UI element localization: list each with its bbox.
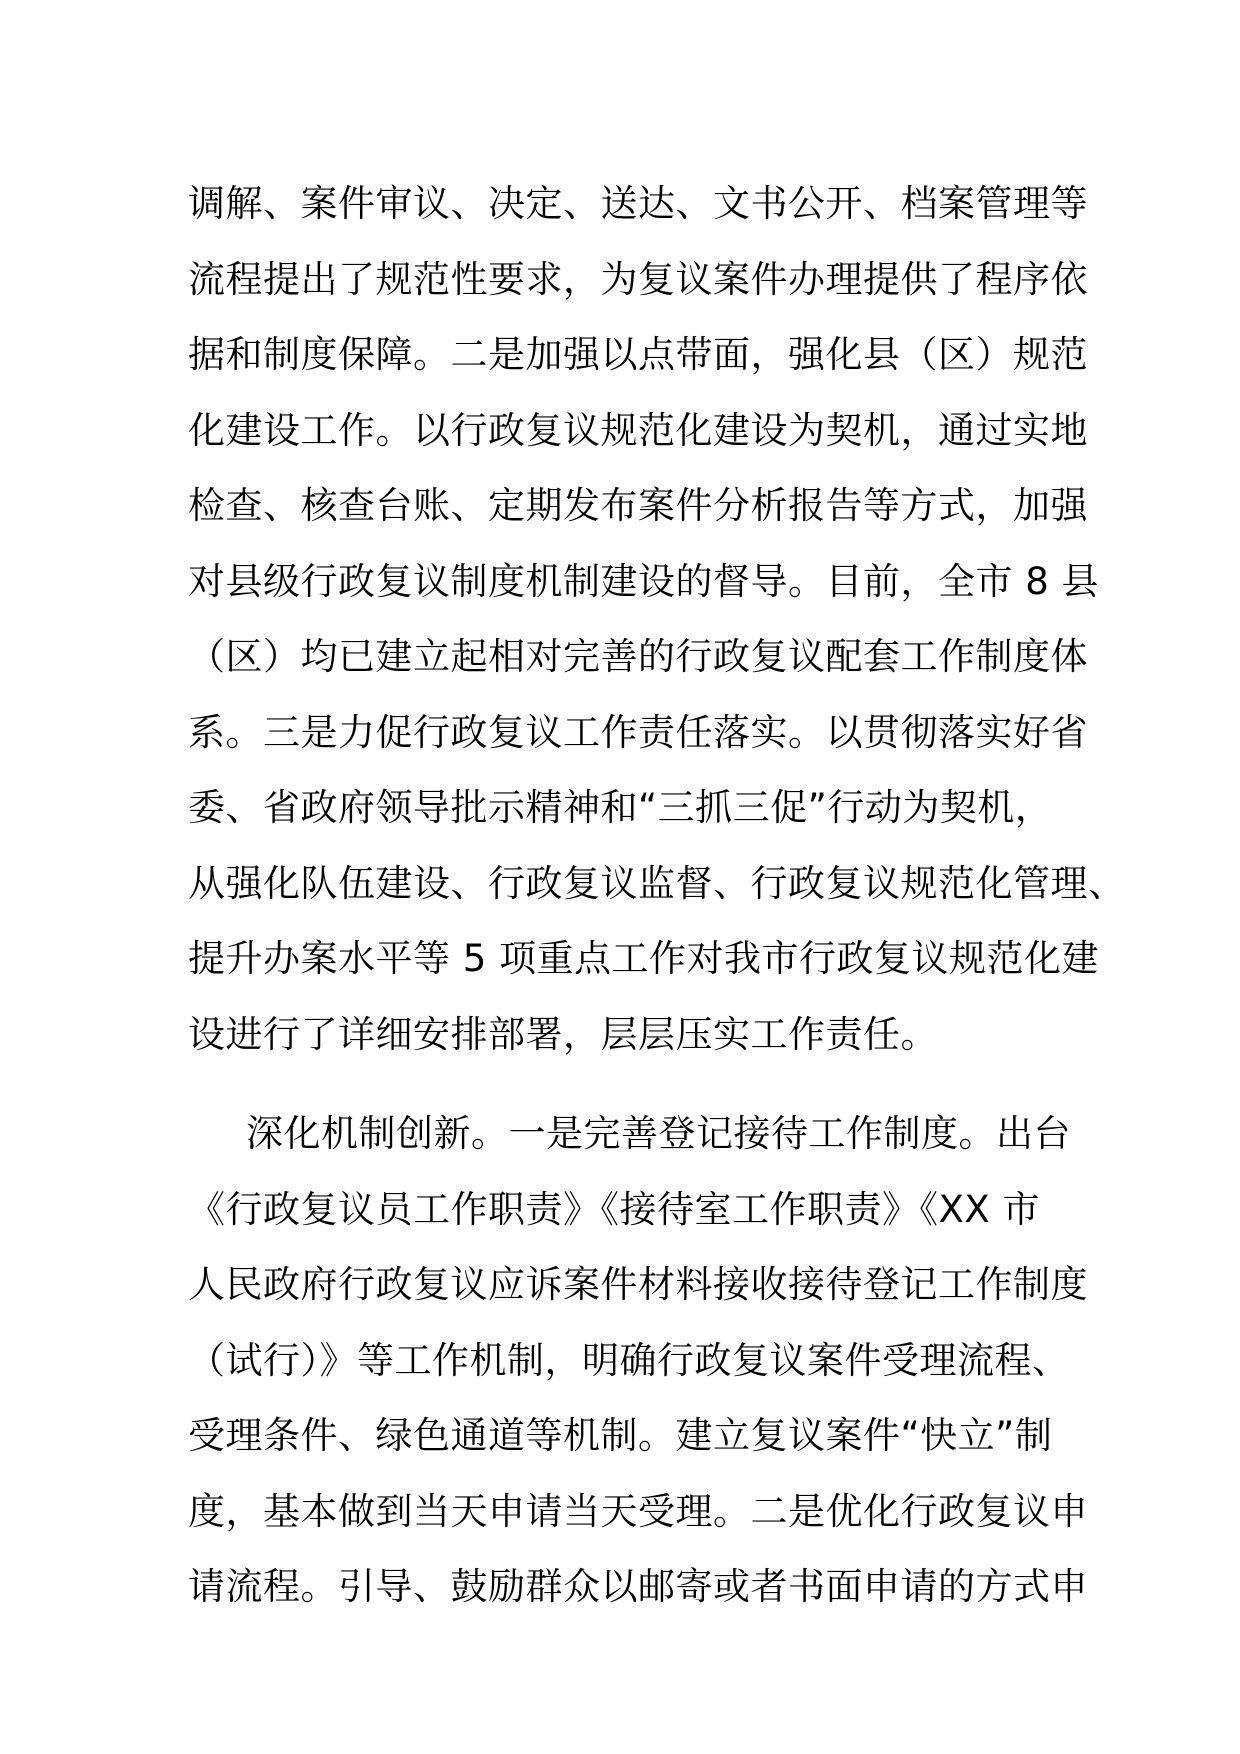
text-line: 《行政复议员工作职责》《接待室工作职责》《XX 市 [188,1187,1040,1231]
text-line: 流程提出了规范性要求，为复议案件办理提供了程序依 [188,257,1088,301]
paragraph-2 [188,1096,1088,1625]
paragraph-1 [188,166,1126,1072]
text-line: 对县级行政复议制度机制建设的督导。目前，全市 8 县 [188,559,1100,603]
text-line: 检查、核查台账、定期发布案件分析报告等方式，加强 [188,484,1088,527]
paragraph-spacer [188,1072,1068,1096]
text-line: 从强化队伍建设、行政复议监督、行政复议规范化管理、 [188,861,1126,905]
text-line: 提升办案水平等 5 项重点工作对我市行政复议规范化建 [188,937,1100,980]
text-line: （试行）》等工作机制，明确行政复议案件受理流程、 [188,1338,1070,1382]
text-line: 据和制度保障。二是加强以点带面，强化县（区）规范 [188,333,1088,376]
text-line: 委、省政府领导批示精神和“三抓三促”行动为契机， [188,786,1053,829]
text-line-indented: 深化机制创新。一是完善登记接待工作制度。出台 [246,1112,1071,1155]
text-line: （区）均已建立起相对完善的行政复议配套工作制度体 [188,635,1088,678]
text-line: 受理条件、绿色通道等机制。建立复议案件“快立”制 [188,1414,1053,1457]
text-line: 化建设工作。以行政复议规范化建设为契机，通过实地 [188,408,1088,452]
text-line: 人民政府行政复议应诉案件材料接收接待登记工作制度 [188,1263,1088,1306]
text-line: 调解、案件审议、决定、送达、文书公开、档案管理等 [188,182,1088,225]
text-line: 请流程。引导、鼓励群众以邮寄或者书面申请的方式申 [188,1565,1088,1608]
text-line: 系。三是力促行政复议工作责任落实。以贯彻落实好省 [188,710,1088,754]
text-line: 度，基本做到当天申请当天受理。二是优化行政复议申 [188,1489,1088,1533]
document-body [188,166,1126,1625]
text-line: 设进行了详细安排部署，层层压实工作责任。 [188,1012,938,1056]
